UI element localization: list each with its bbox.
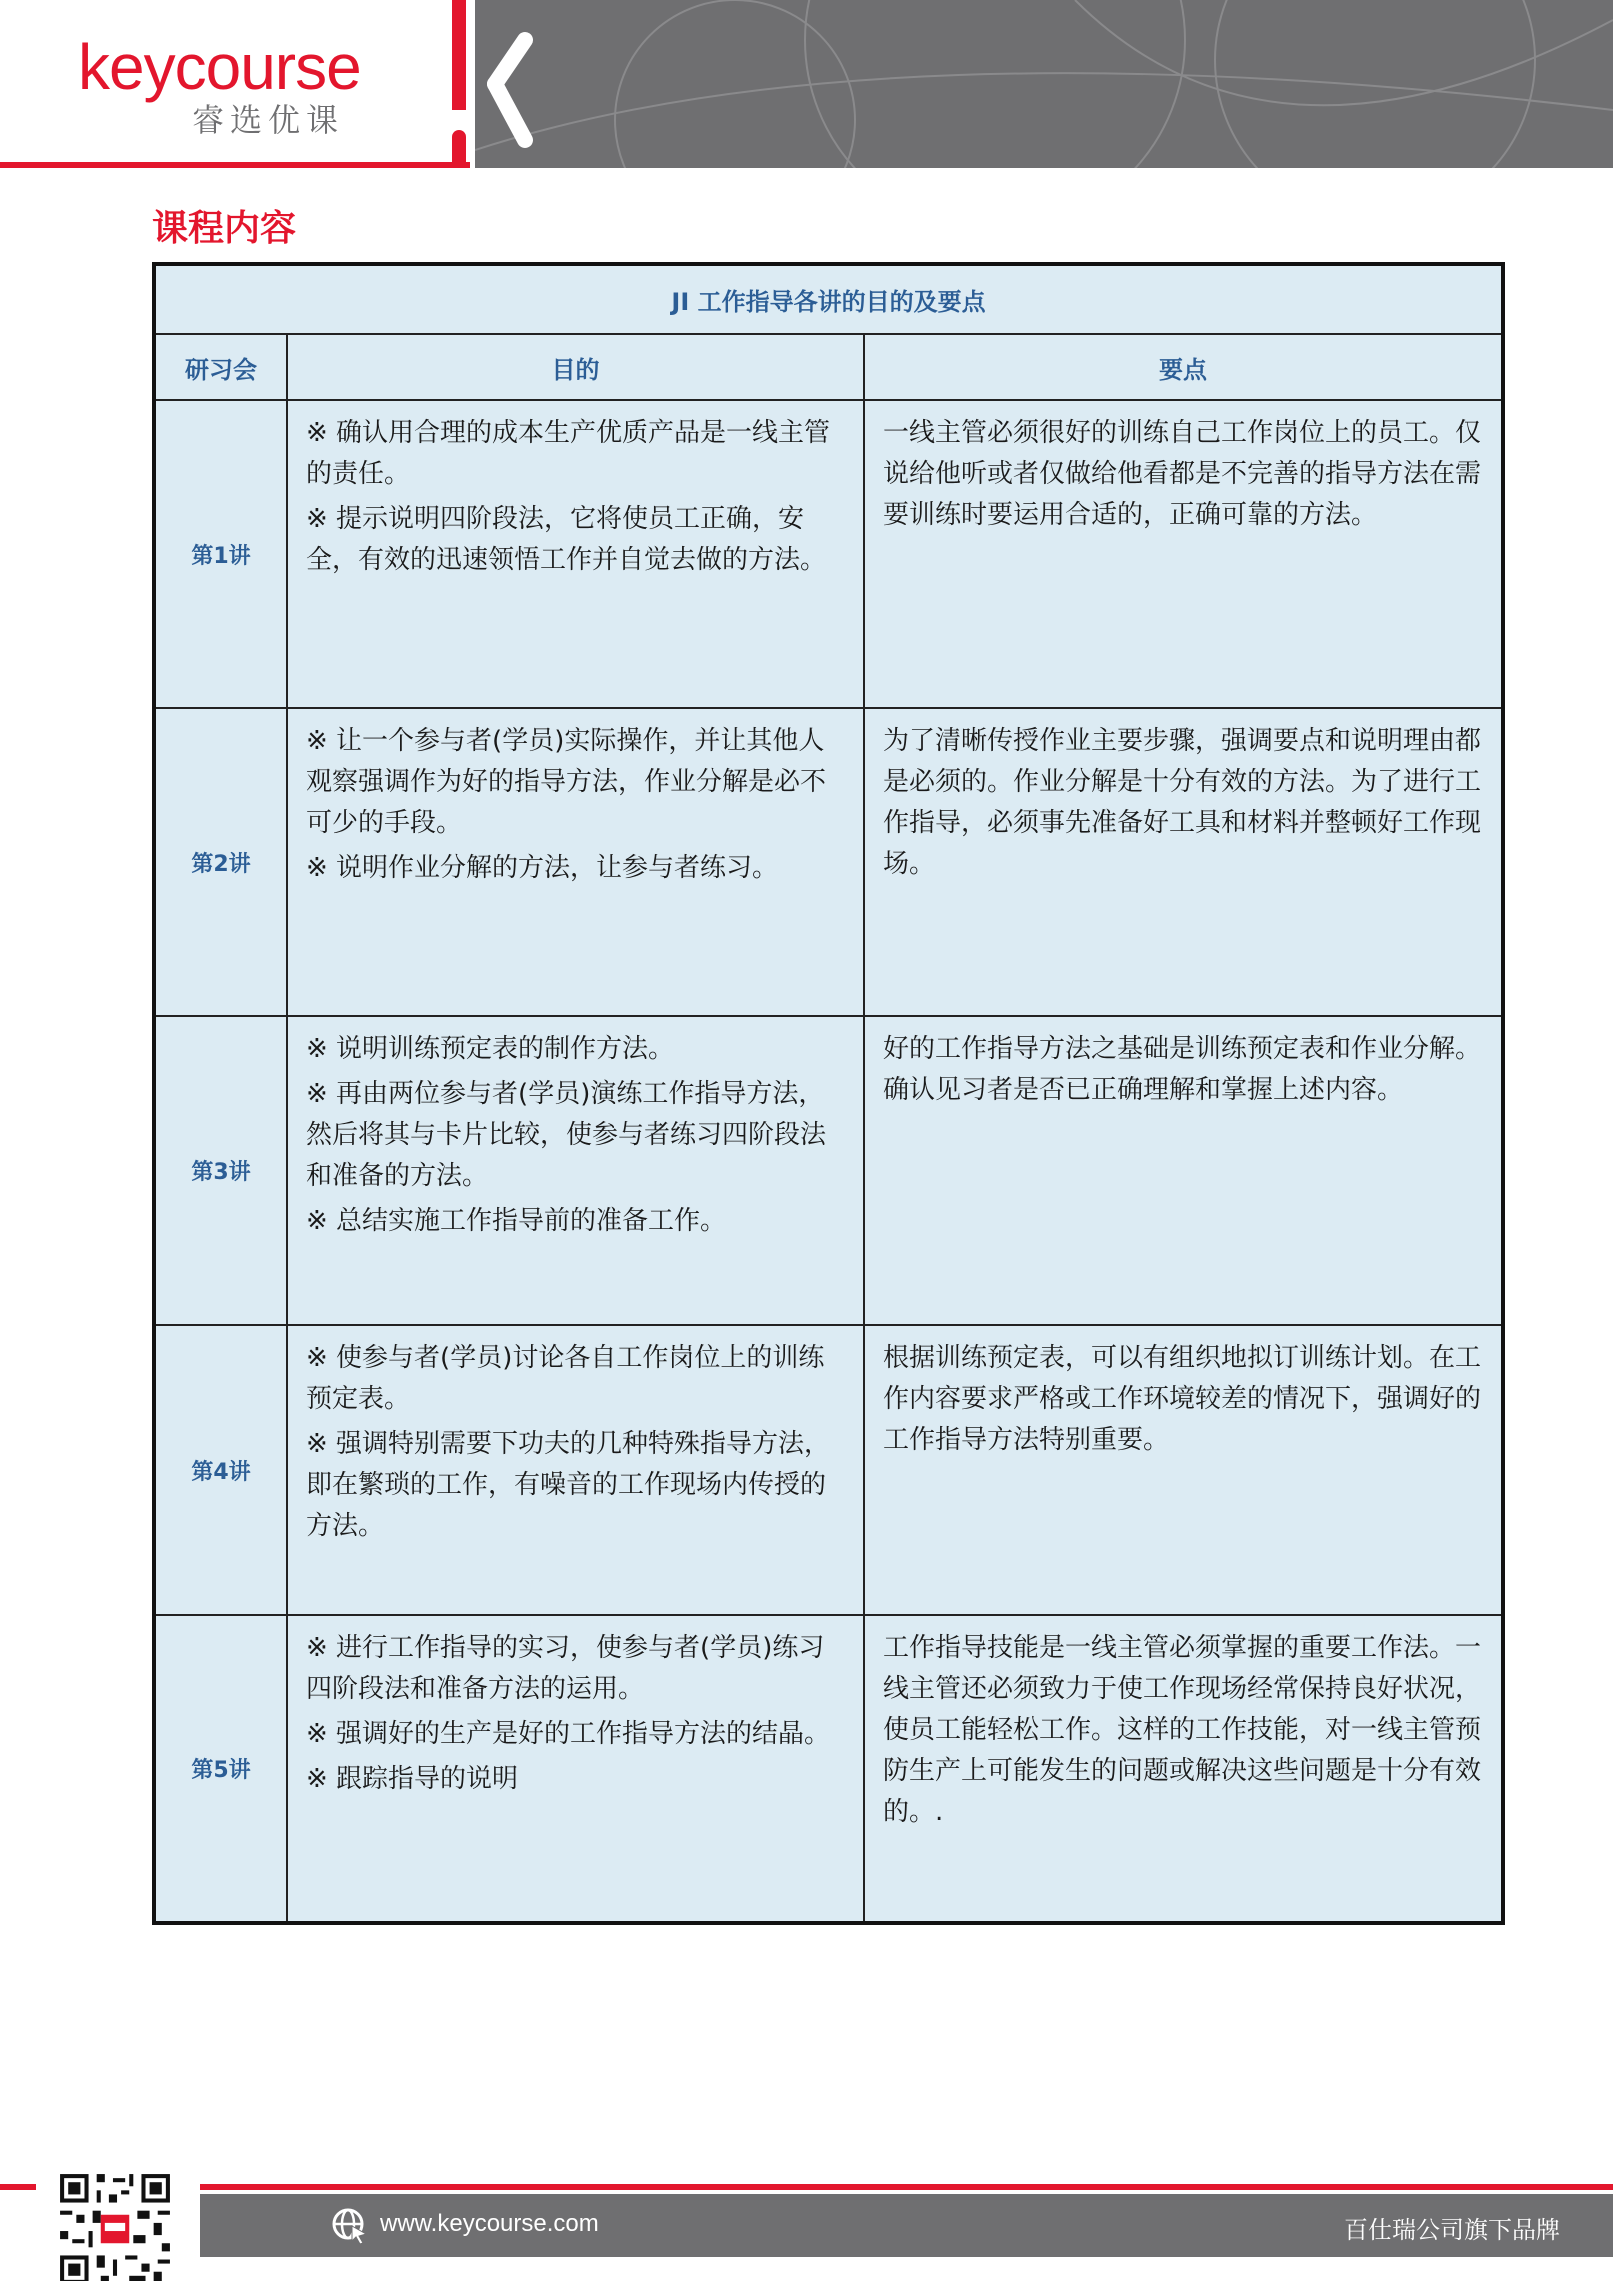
purpose-item: ※ 进行工作指导的实习，使参与者(学员)练习四阶段法和准备方法的运用。 (306, 1633, 825, 1704)
purpose-item: ※ 让一个参与者(学员)实际操作，并让其他人观察强调作为好的指导方法，作业分解是必不可少的手段。 (306, 726, 827, 838)
brand-logo-cn: 睿选优课 (192, 101, 345, 139)
purpose-cell (287, 1325, 864, 1615)
session-label: 第1讲 (154, 400, 287, 708)
footer-red-rule-left (0, 2184, 36, 2190)
session-label: 第5讲 (154, 1615, 287, 1923)
header-session: 研习会 (154, 334, 287, 400)
purpose-item: ※ 说明作业分解的方法，让参与者练习。 (306, 853, 779, 883)
website-link[interactable]: www.keycourse.com (380, 2210, 599, 2237)
header-gray-band (475, 0, 1613, 168)
purpose-cell (287, 708, 864, 1016)
purpose-cell (287, 400, 864, 708)
header-red-bar (452, 0, 466, 110)
section-title: 课程内容 (152, 208, 297, 249)
keypoint-cell: 工作指导技能是一线主管必须掌握的重要工作法。一线主管还必须致力于使工作现场经常保持良好状况，使员工能轻松工作。这样的工作技能，对一线主管预防生产上可能发生的问题或解决这些问题是十分有效的。. (864, 1615, 1503, 1923)
globe-cursor-icon (330, 2206, 370, 2246)
page-footer (0, 2170, 1613, 2281)
table-header-row (154, 334, 1503, 400)
table-row (154, 1615, 1503, 1923)
session-label: 第2讲 (154, 708, 287, 1016)
footer-red-rule (200, 2184, 1613, 2190)
keypoint-cell: 为了清晰传授作业主要步骤，强调要点和说明理由都是必须的。作业分解是十分有效的方法。为了进行工作指导，必须事先准备好工具和材料并整顿好工作现场。 (864, 708, 1503, 1016)
header-red-tab (452, 130, 466, 168)
table-row (154, 1325, 1503, 1615)
purpose-cell (287, 1615, 864, 1923)
purpose-item: ※ 强调特别需要下功夫的几种特殊指导方法，即在繁琐的工作，有噪音的工作现场内传授的方法。 (306, 1429, 831, 1541)
purpose-item: ※ 强调好的生产是好的工作指导方法的结晶。 (306, 1719, 831, 1749)
table-caption: JI 工作指导各讲的目的及要点 (154, 264, 1503, 334)
course-content-table (152, 262, 1505, 1925)
brand-logo[interactable]: keycourse (78, 31, 361, 103)
keypoint-cell: 根据训练预定表，可以有组织地拟订训练计划。在工作内容要求严格或工作环境较差的情况下，强调好的工作指导方法特别重要。 (864, 1325, 1503, 1615)
purpose-item: ※ 使参与者(学员)讨论各自工作岗位上的训练预定表。 (306, 1343, 825, 1414)
purpose-item: ※ 再由两位参与者(学员)演练工作指导方法，然后将其与卡片比较，使参与者练习四阶段法和准备的方法。 (306, 1079, 827, 1191)
purpose-item: ※ 说明训练预定表的制作方法。 (306, 1034, 675, 1064)
table-caption-row (154, 264, 1503, 334)
keypoint-cell: 好的工作指导方法之基础是训练预定表和作业分解。确认见习者是否已正确理解和掌握上述内容。 (864, 1016, 1503, 1325)
session-label: 第3讲 (154, 1016, 287, 1325)
keypoint-cell: 一线主管必须很好的训练自己工作岗位上的员工。仅说给他听或者仅做给他看都是不完善的指导方法在需要训练时要运用合适的，正确可靠的方法。 (864, 400, 1503, 708)
purpose-item: ※ 提示说明四阶段法，它将使员工正确，安全，有效的迅速领悟工作并自觉去做的方法。 (306, 504, 827, 575)
table-row (154, 1016, 1503, 1325)
header-decoration-graphic (475, 0, 1613, 168)
purpose-item: ※ 跟踪指导的说明 (306, 1764, 519, 1794)
purpose-cell (287, 1016, 864, 1325)
qr-code-icon[interactable] (56, 2170, 174, 2281)
brand-note: 百仕瑞公司旗下品牌 (1344, 2216, 1560, 2244)
header-keypoint: 要点 (864, 334, 1503, 400)
header-red-rule (0, 162, 470, 168)
table-row (154, 400, 1503, 708)
session-label: 第4讲 (154, 1325, 287, 1615)
header-purpose: 目的 (287, 334, 864, 400)
purpose-item: ※ 确认用合理的成本生产优质产品是一线主管的责任。 (306, 418, 831, 489)
table-row (154, 708, 1503, 1016)
page-header (0, 0, 1613, 168)
purpose-item: ※ 总结实施工作指导前的准备工作。 (306, 1206, 727, 1236)
